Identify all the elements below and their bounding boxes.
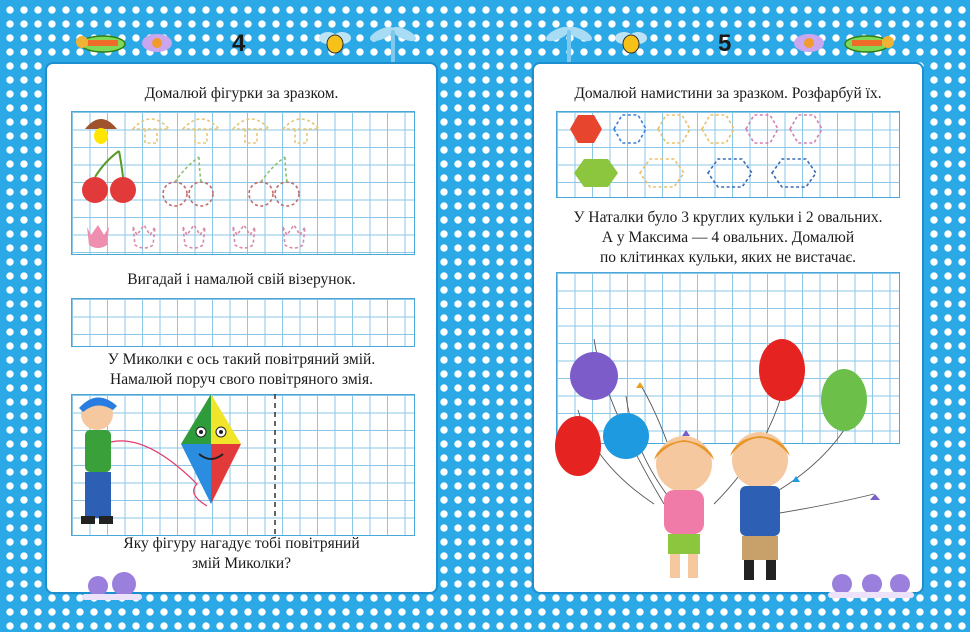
dragonfly-decoration-right [832,22,902,62]
hexagon-red-bead [570,115,602,143]
snail-icon-right [826,570,916,600]
pattern-shapes [71,111,413,253]
task-heading-balloons-line1: У Наталки було 3 круглих кульки і 2 овальних. [573,209,883,226]
kite-divider-line [273,394,277,534]
balloon-purple [570,352,618,400]
task-heading-shapes: Домалюй фігурки за зразком. [144,85,339,102]
task-heading-balloons-line3: по клітинках кульки, яких не вистачає. [600,249,856,266]
page-number-right: 5 [718,30,732,57]
pattern-grid[interactable] [71,298,415,347]
flower-decoration-left [140,30,174,56]
flower-decoration-right [792,30,826,56]
right-page [534,64,922,592]
task-heading-kite-line1: У Миколки є ось такий повітряний змій. [107,351,376,368]
page-number-left: 4 [232,30,246,57]
bee-decoration-left [318,26,352,56]
balloon-red-oval [759,339,805,401]
question-line1: Яку фігуру нагадує тобі повітряний [123,535,360,552]
beads-pattern [556,111,898,196]
balloon-red-round [555,416,601,476]
balloon-green [821,369,867,431]
task-heading-pattern: Вигадай і намалюй свій візерунок. [127,271,356,288]
snail-icon-left [78,572,148,602]
boy-illustration [67,394,217,529]
left-page [47,64,436,592]
dragonfly-decoration-left [68,22,138,62]
task-heading-balloons-line2: А у Максима — 4 овальних. Домалюй [601,229,855,246]
task-heading-kite-line2: Намалюй поруч свого повітряного змія. [110,371,373,388]
tulip-sample-icon [87,225,109,248]
bee-decoration-right [614,26,648,56]
task-heading-beads: Домалюй намистини за зразком. Розфарбуй їх. [574,85,882,102]
question-line2: змій Миколки? [192,555,291,572]
mushroom-sample-icon [85,119,117,144]
children-illustration [624,424,824,584]
hexagon-green-bead [574,159,618,187]
cherries-sample-icon [82,151,136,203]
